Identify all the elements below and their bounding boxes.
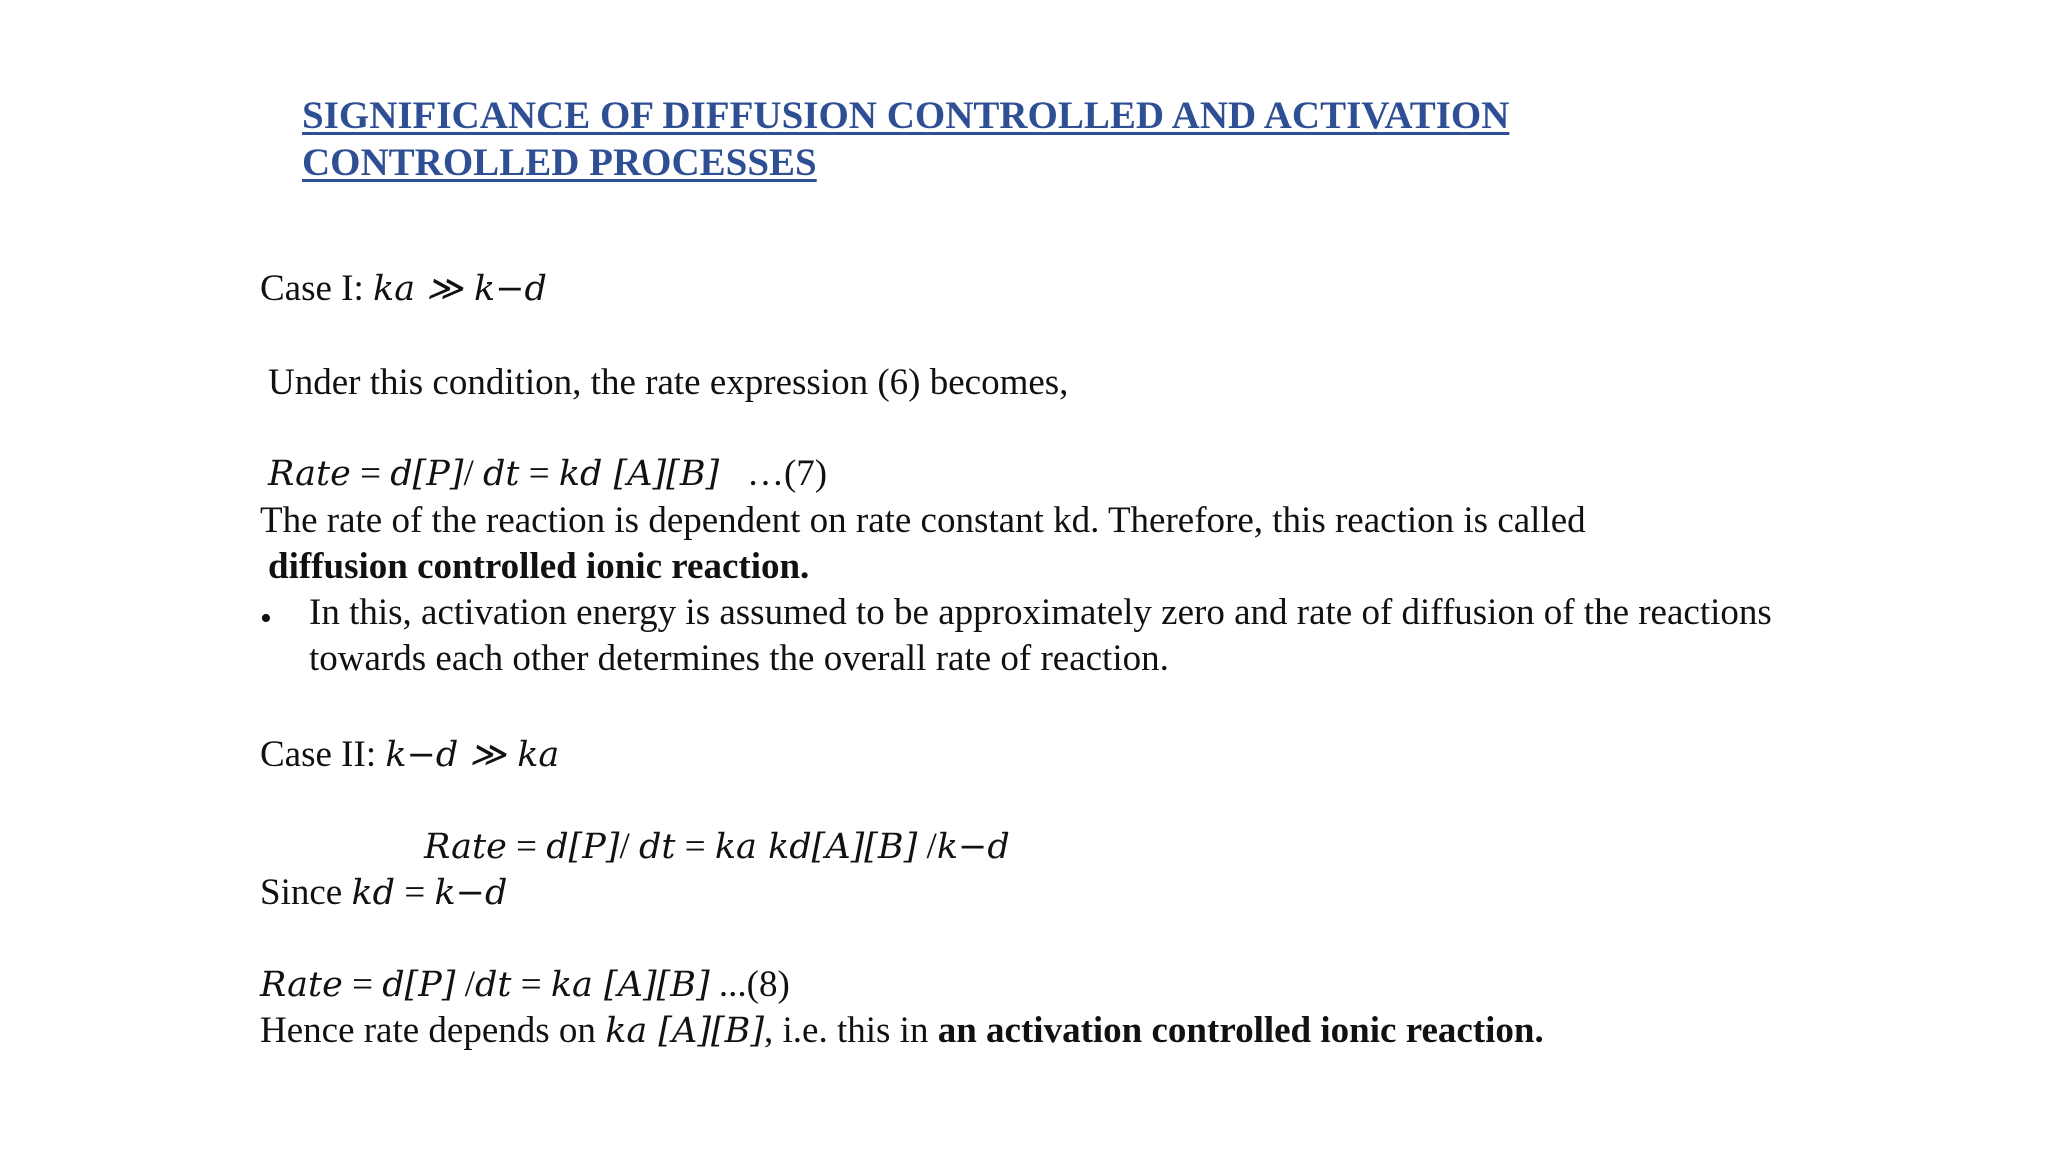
eq7-rate: Rate <box>268 454 351 494</box>
activation-controlled-label: an activation controlled ionic reaction. <box>937 1010 1544 1051</box>
eq2-dp: d[P] <box>546 827 620 867</box>
hence-prefix: Hence rate depends on <box>260 1010 606 1051</box>
equation-8 <box>260 962 790 1008</box>
rate-dependent-text: The rate of the reaction is dependent on rate constant kd. Therefore, this reaction is called <box>260 500 1586 541</box>
since-line <box>260 870 507 916</box>
case-1-label: Case I: <box>260 268 374 309</box>
title-line-2: CONTROLLED PROCESSES <box>302 141 817 184</box>
eq8-rate: Rate <box>260 965 343 1005</box>
case-1-condition: ka ≫ k−d <box>373 269 547 309</box>
since-label: Since <box>260 872 352 913</box>
eq2-slash-2: / <box>917 826 937 867</box>
bullet-icon: • <box>260 600 272 637</box>
eq8-slash: / <box>455 964 475 1005</box>
case-1-heading <box>260 266 547 312</box>
hence-ka-ab: ka [A][B] <box>605 1011 765 1051</box>
eq7-slash: / <box>463 453 483 494</box>
eq8-tag: ...(8) <box>709 964 790 1005</box>
since-kd: kd <box>351 873 396 913</box>
hence-middle: , i.e. this in <box>764 1010 938 1051</box>
bullet-line-1: In this, activation energy is assumed to be approximately zero and rate of diffusion of the reactions <box>309 592 1772 633</box>
eq8-ka-ab: ka [A][B] <box>550 965 710 1005</box>
eq2-ka-kd-ab: ka kd[A][B] <box>714 827 918 867</box>
eq8-equals-1: = <box>342 964 383 1005</box>
eq7-equals-1: = <box>350 453 391 494</box>
eq2-equals-2: = <box>675 826 715 867</box>
eq8-equals-2: = <box>511 964 551 1005</box>
eq2-dt: dt <box>638 827 676 867</box>
bullet-line-2: towards each other determines the overall rate of reaction. <box>309 638 1169 679</box>
since-equals: = <box>395 872 435 913</box>
case-2-heading <box>260 732 559 778</box>
eq7-equals-2: = <box>519 453 559 494</box>
eq7-dp: d[P] <box>390 454 464 494</box>
eq8-dp: d[P] <box>382 965 456 1005</box>
eq2-rate: Rate <box>424 827 507 867</box>
eq8-dt: dt <box>474 965 512 1005</box>
case-2-condition: k−d ≫ ka <box>385 735 560 775</box>
equation-case-2 <box>424 824 1010 870</box>
case-2-label: Case II: <box>260 734 386 775</box>
eq7-kd-ab: kd [A][B] <box>558 454 720 494</box>
equation-7 <box>268 451 827 497</box>
eq7-dt: dt <box>482 454 520 494</box>
eq2-equals-1: = <box>506 826 547 867</box>
eq2-slash: / <box>619 826 639 867</box>
hence-line <box>260 1008 1544 1054</box>
eq2-k-minus-d: k−d <box>936 827 1010 867</box>
under-condition-text: Under this condition, the rate expression (6) becomes, <box>268 362 1069 403</box>
eq7-tag: …(7) <box>719 453 828 494</box>
since-k-minus-d: k−d <box>434 873 508 913</box>
diffusion-controlled-label: diffusion controlled ionic reaction. <box>268 546 810 587</box>
title-line-1: SIGNIFICANCE OF DIFFUSION CONTROLLED AND ACTIVATION <box>302 94 1510 137</box>
page-title <box>302 92 1509 186</box>
